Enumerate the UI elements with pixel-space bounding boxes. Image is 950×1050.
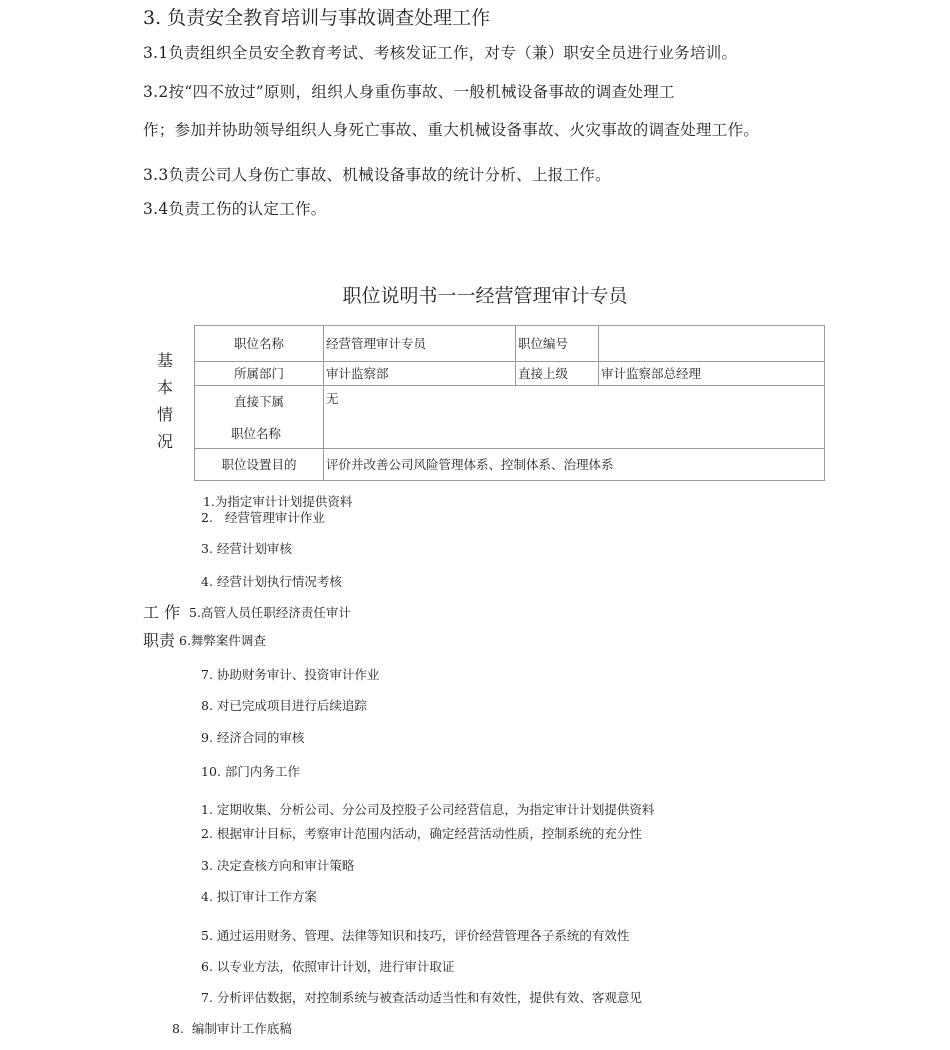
list-item: 10. 部门内务工作 [201,764,300,779]
side-char: 况 [157,432,174,451]
duties-side-label-top: 工 作 [143,603,181,622]
superior-value: 审计监察部总经理 [599,362,825,386]
side-char: 本 [157,378,174,397]
list-item: 6. 以专业方法，依照审计计划，进行审计取证 [201,959,455,974]
paragraph-3-2-line1: 3.2按“四不放过”原则，组织人身重伤事故、一般机械设备事故的调查处理工 [143,83,675,101]
list-item: 5.高管人员任职经济责任审计 [189,605,351,620]
list-item: 5. 通过运用财务、管理、法律等知识和技巧，评价经营管理各子系统的有效性 [201,928,630,943]
list-item: 7. 分析评估数据，对控制系统与被查活动适当性和有效性，提供有效、客观意见 [201,990,642,1005]
side-char: 基 [157,351,174,370]
subordinate-label: 直接下属 [233,393,284,409]
paragraph-3-3: 3.3负责公司人身伤亡事故、机械设备事故的统计分析、上报工作。 [143,166,611,184]
position-name-label: 职位名称 [195,326,324,362]
table-row [195,386,825,449]
position-name-value: 经营管理审计专员 [324,326,516,362]
basic-info-table [194,325,825,481]
list-item: 4. 拟订审计工作方案 [201,889,317,904]
subordinate-position-name-label: 职位名称 [230,425,281,441]
subordinate-label-cell [195,386,324,449]
department-value: 审计监察部 [324,362,516,386]
purpose-value: 评价并改善公司风险管理体系、控制体系、治理体系 [324,449,825,481]
list-item: 3. 决定查核方向和审计策略 [201,858,355,873]
purpose-label: 职位设置目的 [195,449,324,481]
list-item: 8. 对已完成项目进行后续追踪 [201,698,367,713]
paragraph-3-2-line2: 作；参加并协助领导组织人身死亡事故、重大机械设备事故、火灾事故的调查处理工作。 [143,121,760,139]
list-item: 2. 根据审计目标，考察审计范围内活动，确定经营活动性质，控制系统的充分性 [201,826,642,841]
list-item: 9. 经济合同的审核 [201,730,305,745]
paragraph-3-1: 3.1负责组织全员安全教育考试、考核发证工作，对专（兼）职安全员进行业务培训。 [143,44,738,62]
list-item: 8. 编制审计工作底稿 [172,1021,292,1036]
position-no-value [599,326,825,362]
section-heading: 3. 负责安全教育培训与事故调查处理工作 [143,7,491,29]
document-title: 职位说明书一一经营管理审计专员 [342,285,628,307]
position-no-label: 职位编号 [516,326,599,362]
list-item: 3. 经营计划审核 [201,541,292,556]
basic-info-side-label [157,347,177,455]
paragraph-3-4: 3.4负责工伤的认定工作。 [143,200,327,218]
list-item: 1.为指定审计计划提供资料 [203,494,353,509]
list-item: 6.舞弊案件调查 [179,633,266,648]
list-item: 4. 经营计划执行情况考核 [201,574,342,589]
department-label: 所属部门 [195,362,324,386]
table-row [195,449,825,481]
duties-side-label-bottom: 职责 [143,631,176,650]
list-item: 7. 协助财务审计、投资审计作业 [201,667,380,682]
table-row [195,326,825,362]
table-row [195,362,825,386]
list-item: 1. 定期收集、分析公司、分公司及控股子公司经营信息，为指定审计计划提供资料 [201,802,655,817]
list-item: 2. 经营管理审计作业 [201,510,325,525]
subordinate-value: 无 [324,386,825,449]
side-char: 情 [157,405,174,424]
superior-label: 直接上级 [516,362,599,386]
